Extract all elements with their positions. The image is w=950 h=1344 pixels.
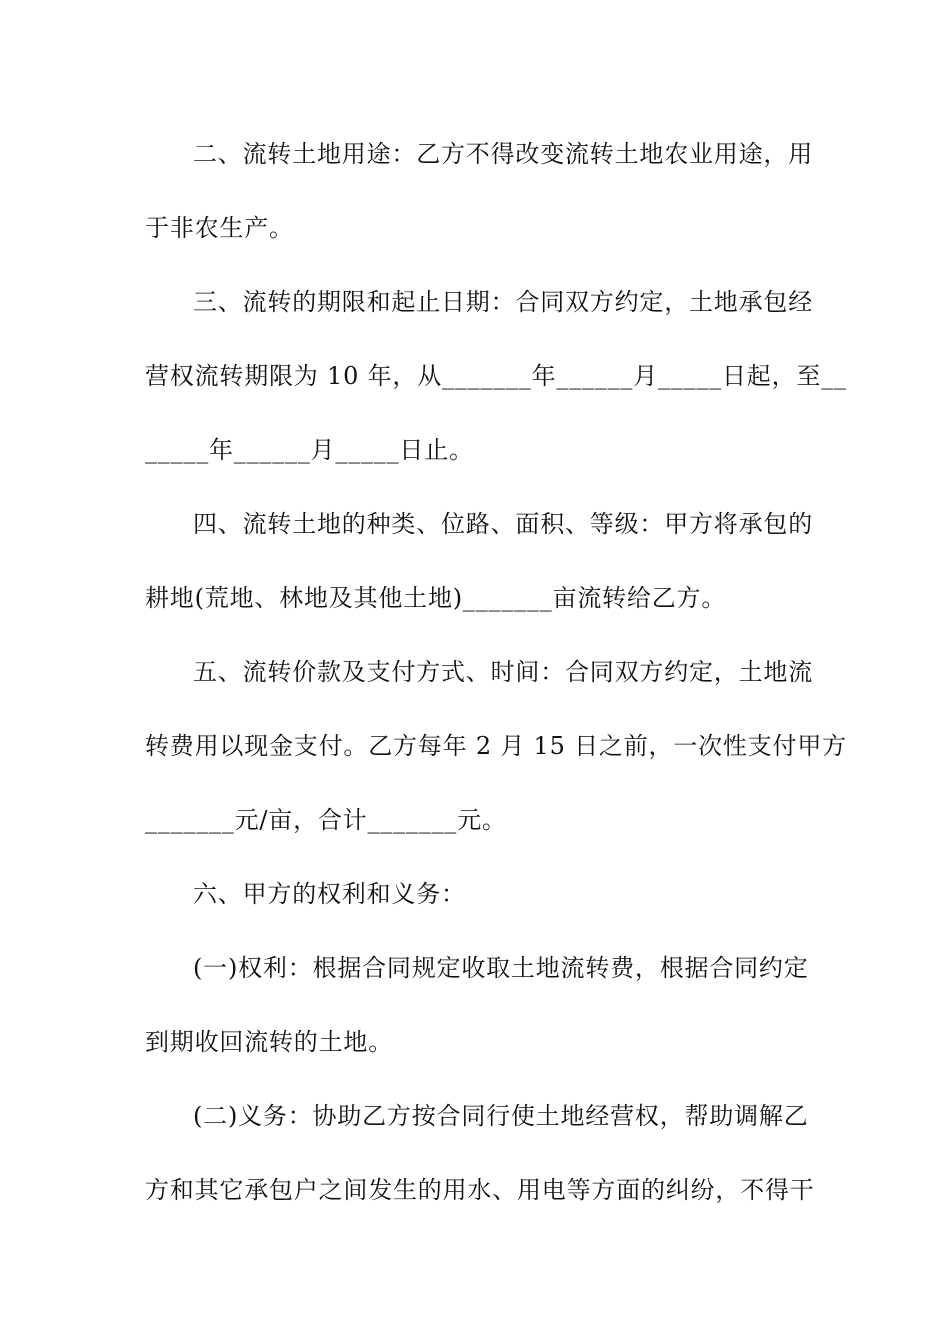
clause-5-line-1: 五、流转价款及支付方式、时间：合同双方约定，土地流 [193, 658, 813, 686]
clause-4-line-1: 四、流转土地的种类、位路、面积、等级：甲方将承包的 [193, 510, 813, 538]
clause-4-line-2: 耕地(荒地、林地及其他土地)_______亩流转给乙方。 [145, 584, 727, 612]
clause-3-line-1: 三、流转的期限和起止日期：合同双方约定，土地承包经 [193, 288, 813, 316]
clause-6-rights-line-2: 到期收回流转的土地。 [145, 1028, 393, 1056]
clause-5-line-3: _______元/亩，合计_______元。 [145, 806, 507, 834]
clause-3-line-3: _____年______月_____日止。 [145, 436, 474, 464]
clause-6-obligations-line-1: (二)义务：协助乙方按合同行使土地经营权，帮助调解乙 [193, 1102, 809, 1130]
clause-2-line-1: 二、流转土地用途：乙方不得改变流转土地农业用途，用 [193, 140, 813, 168]
clause-6-obligations-line-2: 方和其它承包户之间发生的用水、用电等方面的纠纷，不得干 [145, 1176, 815, 1204]
clause-2-line-2: 于非农生产。 [145, 214, 294, 242]
clause-6-rights-line-1: (一)权利：根据合同规定收取土地流转费，根据合同约定 [193, 954, 809, 982]
clause-6-heading: 六、甲方的权利和义务： [193, 880, 466, 908]
clause-5-line-2: 转费用以现金支付。乙方每年 2 月 15 日之前，一次性支付甲方 [145, 732, 847, 760]
clause-3-line-2: 营权流转期限为 10 年，从_______年______月_____日起，至__ [145, 362, 847, 390]
